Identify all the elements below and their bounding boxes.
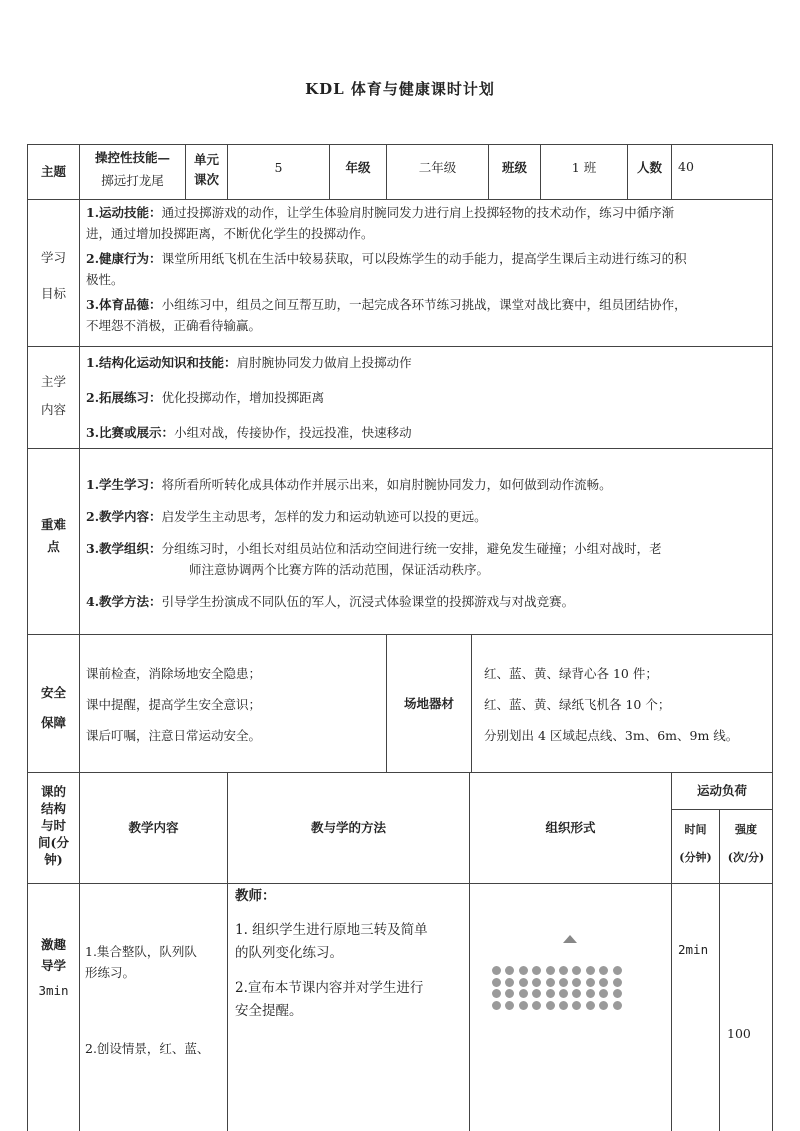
structure-header-line: 与时 <box>40 818 66 833</box>
student-dot <box>613 966 622 975</box>
student-dot <box>586 989 595 998</box>
intensity-header-line2: (次/分) <box>727 851 765 864</box>
safety-item: 课中提醒，提高学生安全意识； <box>86 697 262 712</box>
student-dot <box>559 978 568 987</box>
row-divider <box>671 809 773 810</box>
structure-header-line: 间(分 <box>38 835 69 850</box>
grade-value: 二年级 <box>418 159 457 175</box>
structure-header-line: 课的 <box>40 784 66 799</box>
student-dot <box>505 966 514 975</box>
stage-label-line1: 激趣 <box>40 937 66 952</box>
student-formation-dots <box>492 966 626 1010</box>
student-dot <box>613 978 622 987</box>
time-header <box>672 816 719 872</box>
theme-value-line1: 操控性技能— <box>94 150 170 165</box>
key-points-label-line1: 重难 <box>40 517 66 532</box>
structure-header-line: 结构 <box>40 801 66 816</box>
key-point-text: 将所看所听转化成具体动作并展示出来，如肩肘腕协同发力，如何做到动作流畅。 <box>161 477 612 492</box>
unit-value: 5 <box>274 159 283 175</box>
key-point-item <box>86 474 770 495</box>
content-header: 教学内容 <box>128 820 179 835</box>
student-dot <box>599 978 608 987</box>
student-dot <box>505 1001 514 1010</box>
intensity-header-line1: 强度 <box>735 823 757 836</box>
student-dot <box>492 978 501 987</box>
student-dot <box>519 1001 528 1010</box>
method-line: 2.宣布本节课内容并对学生进行 <box>235 980 424 996</box>
objectives-label-line2: 目标 <box>40 286 66 301</box>
class-value: 1 班 <box>571 159 597 175</box>
objective-item <box>86 202 770 244</box>
main-content-item <box>86 352 770 373</box>
safety-item: 课前检查，消除场地安全隐患； <box>86 666 262 681</box>
stage-label <box>28 934 79 1001</box>
key-point-text: 分组练习时，小组长对组员站位和活动空间进行统一安排，避免发生碰撞；小组对战时，老 <box>161 541 662 556</box>
teacher-label: 教师： <box>235 888 276 904</box>
main-content-text: 肩肘腕协同发力做肩上投掷动作 <box>236 355 412 370</box>
objective-item <box>86 248 770 290</box>
class-label: 班级 <box>501 159 527 175</box>
key-point-item <box>86 591 770 612</box>
main-content-list <box>86 352 770 443</box>
key-point-text: 引导学生扮演成不同队伍的军人，沉浸式体验课堂的投掷游戏与对战竞赛。 <box>161 594 575 609</box>
student-dot <box>546 1001 555 1010</box>
main-content-item <box>86 387 770 408</box>
document-title: KDL 体育与健康课时计划 <box>305 80 495 98</box>
objective-item <box>86 294 770 336</box>
teacher-position-triangle-icon <box>563 935 577 943</box>
student-dot <box>586 978 595 987</box>
student-dot <box>572 1001 581 1010</box>
objective-key: 1.运动技能： <box>86 205 162 220</box>
key-point-item <box>86 506 770 527</box>
objective-text-cont: 进，通过增加投掷距离，不断优化学生的投掷动作。 <box>86 226 374 241</box>
unit-label-line2: 课次 <box>193 172 219 187</box>
student-dot <box>546 978 555 987</box>
column-divider <box>671 144 672 199</box>
student-dot <box>519 989 528 998</box>
grade-label: 年级 <box>345 159 371 175</box>
student-dot <box>532 989 541 998</box>
key-point-key: 1.学生学习： <box>86 477 162 492</box>
objectives-content <box>86 202 770 340</box>
student-dot <box>572 978 581 987</box>
load-header: 运动负荷 <box>696 783 747 798</box>
equipment-label: 场地器材 <box>403 695 454 711</box>
safety-item: 课后叮嘱，注意日常运动安全。 <box>86 728 262 743</box>
key-point-item <box>86 538 770 580</box>
student-dot <box>532 978 541 987</box>
intensity-header <box>720 816 772 872</box>
table-border-right <box>772 144 773 1131</box>
structure-header-line: 钟) <box>44 852 63 867</box>
count-value: 40 <box>678 159 694 174</box>
main-content-key: 1.结构化运动知识和技能： <box>86 355 237 370</box>
main-content-text: 小组对战，传接协作，投远投准，快速移动 <box>174 425 412 440</box>
equipment-list <box>484 663 770 747</box>
student-dot <box>492 966 501 975</box>
student-dot <box>519 978 528 987</box>
main-content-label-line1: 主学 <box>40 374 66 389</box>
student-dot <box>613 989 622 998</box>
student-dot <box>599 989 608 998</box>
student-dot <box>613 1001 622 1010</box>
method-line: 1. 组织学生进行原地三转及简单 <box>235 922 428 938</box>
count-label: 人数 <box>636 159 662 175</box>
student-dot <box>586 966 595 975</box>
structure-time-header <box>28 783 79 868</box>
student-dot <box>572 966 581 975</box>
equipment-item: 分别划出 4 区域起点线、3m、6m、9m 线。 <box>484 728 739 743</box>
unit-label <box>186 150 227 190</box>
objective-text: 课堂所用纸飞机在生活中较易获取，可以段炼学生的动手能力，提高学生课后主动进行练习的积 <box>161 251 687 266</box>
objective-text-cont: 极性。 <box>86 272 124 287</box>
main-content-text: 优化投掷动作，增加投掷距离 <box>161 390 325 405</box>
org-header: 组织形式 <box>545 820 596 835</box>
student-dot <box>599 966 608 975</box>
lesson-content-line: 1.集合整队，队列队 <box>85 944 197 959</box>
row-divider <box>27 883 773 884</box>
stage-time: 3min <box>38 983 69 998</box>
student-dot <box>546 989 555 998</box>
key-point-key: 4.教学方法： <box>86 594 162 609</box>
theme-label: 主题 <box>40 164 66 179</box>
objective-text-cont: 不埋怨不消极，正确看待输赢。 <box>86 318 262 333</box>
student-dot <box>505 978 514 987</box>
method-line: 的队列变化练习。 <box>235 945 343 961</box>
student-dot <box>505 989 514 998</box>
safety-label-line1: 安全 <box>40 685 66 700</box>
key-points-label-line2: 点 <box>47 539 60 554</box>
student-dot <box>586 1001 595 1010</box>
key-point-text-cont: 师注意协调两个比赛方阵的活动范围，保证活动秩序。 <box>189 562 490 577</box>
student-dot <box>559 1001 568 1010</box>
key-point-text: 启发学生主动思考，怎样的发力和运动轨迹可以投的更远。 <box>161 509 487 524</box>
theme-value <box>80 147 185 199</box>
key-points-list <box>86 474 770 612</box>
row-divider <box>27 346 773 347</box>
method-line: 安全提醒。 <box>235 1003 303 1019</box>
lesson-intensity: 100 <box>727 1026 751 1041</box>
student-dot <box>532 1001 541 1010</box>
objectives-label-line1: 学习 <box>40 250 66 265</box>
student-dot <box>519 966 528 975</box>
main-content-label-line2: 内容 <box>40 402 66 417</box>
lesson-method <box>235 885 467 1023</box>
student-dot <box>559 966 568 975</box>
key-point-key: 3.教学组织： <box>86 541 162 556</box>
main-content-key: 2.拓展练习： <box>86 390 162 405</box>
lesson-content-line: 2.创设情景，红、蓝、 <box>85 1041 210 1056</box>
objective-key: 2.健康行为： <box>86 251 162 266</box>
equipment-item: 红、蓝、黄、绿纸飞机各 10 个； <box>484 697 671 712</box>
lesson-content <box>85 941 225 1059</box>
stage-label-line2: 导学 <box>40 958 66 973</box>
time-header-line1: 时间 <box>684 823 707 836</box>
key-point-key: 2.教学内容： <box>86 509 162 524</box>
method-header: 教与学的方法 <box>310 820 386 835</box>
objective-text: 通过投掷游戏的动作，让学生体验肩肘腕同发力进行肩上投掷轻物的技术动作，练习中循序渐 <box>161 205 675 220</box>
student-dot <box>546 966 555 975</box>
key-points-label <box>28 514 79 558</box>
objective-text: 小组练习中，组员之间互帮互助，一起完成各环节练习挑战，课堂对战比赛中，组员团结协作， <box>161 297 687 312</box>
main-content-key: 3.比赛或展示： <box>86 425 175 440</box>
equipment-item: 红、蓝、黄、绿背心各 10 件； <box>484 666 658 681</box>
lesson-time: 2min <box>678 942 709 957</box>
unit-label-line1: 单元 <box>193 152 219 167</box>
row-divider <box>27 448 773 449</box>
objectives-label <box>28 240 79 312</box>
lesson-content-line: 形练习。 <box>85 965 136 980</box>
student-dot <box>492 1001 501 1010</box>
objective-key: 3.体育品德： <box>86 297 162 312</box>
time-header-line2: (分钟) <box>679 851 712 864</box>
student-dot <box>572 989 581 998</box>
student-dot <box>599 1001 608 1010</box>
safety-list <box>86 663 384 747</box>
student-dot <box>492 989 501 998</box>
row-divider <box>27 199 773 200</box>
main-content-label <box>28 368 79 424</box>
theme-value-line2: 掷远打龙尾 <box>101 173 164 188</box>
column-divider <box>471 634 472 772</box>
student-dot <box>532 966 541 975</box>
student-dot <box>559 989 568 998</box>
column-divider <box>79 144 80 1131</box>
main-content-item <box>86 422 770 443</box>
safety-label <box>28 678 79 738</box>
safety-label-line2: 保障 <box>40 715 66 730</box>
